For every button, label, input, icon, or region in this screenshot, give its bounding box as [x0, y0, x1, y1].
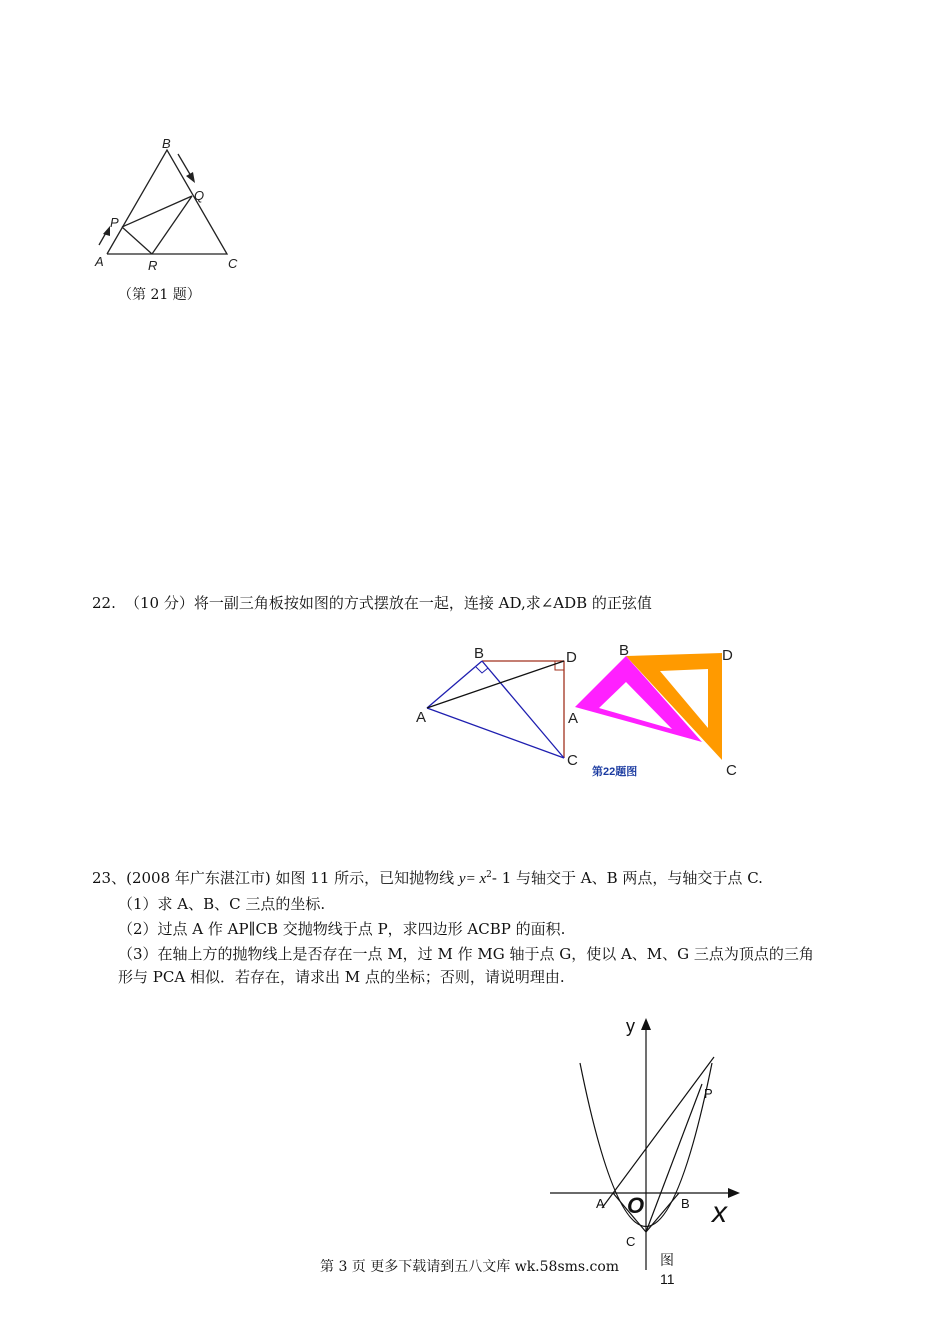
q23-intro-pre: 23、(2008 年广东湛江市) 如图 11 所示，已知抛物线 — [92, 869, 455, 887]
q23-formula — [459, 869, 516, 887]
fig11-label-c: C — [626, 1234, 636, 1249]
fig11-label-a: A — [596, 1196, 605, 1211]
fig22-left-label-a: A — [416, 709, 427, 726]
fig11-label-p: P — [704, 1086, 713, 1101]
fig11-caption-line1: 图 — [660, 1253, 674, 1269]
fig22-right-label-b: B — [619, 642, 630, 659]
fig21-label-q: Q — [194, 188, 205, 203]
segment-cp — [646, 1084, 702, 1232]
segment-pr — [122, 227, 152, 254]
fig11-label-x: x — [712, 1196, 727, 1229]
fig22-left-label-d: D — [566, 649, 577, 666]
orange-set-square — [626, 653, 722, 760]
figure-21 — [85, 130, 255, 280]
fig22-caption: 第22题图 — [592, 766, 638, 778]
fig21-label-p: P — [110, 215, 119, 230]
arrow-bq-head — [186, 172, 195, 183]
segment-ad — [427, 661, 564, 708]
q23-sub1: （1）求 A、B、C 三点的坐标. — [118, 895, 326, 913]
formula-rest: - 1 — [491, 869, 512, 887]
arrow-ap-head — [103, 226, 110, 236]
fig11-caption-line2: 11 — [660, 1271, 675, 1287]
fig21-caption: （第 21 题） — [118, 287, 201, 303]
fig11-label-origin: O — [627, 1193, 645, 1218]
fig22-right-label-d: D — [722, 647, 733, 664]
formula-exp: 2 — [486, 870, 492, 880]
fig22-left-label-b: B — [474, 645, 485, 662]
q22-number: 22. — [92, 594, 116, 612]
triangle-abc — [107, 150, 227, 254]
segment-ab — [427, 661, 482, 708]
figure-11 — [540, 1010, 750, 1290]
q22-text: （10 分）将一副三角板按如图的方式摆放在一起，连接 AD,求∠ADB 的正弦值 — [125, 594, 652, 612]
formula-eq: = x — [465, 871, 487, 887]
fig22-right-label-a: A — [568, 710, 579, 727]
q23-sub3-line1: （3）在轴上方的抛物线上是否存在一点 M，过 M 作 MG 轴于点 G，使以 A、M、G 三点为顶点的三角 — [118, 945, 814, 963]
fig21-label-r: R — [148, 258, 158, 273]
formula-y: y — [458, 871, 466, 887]
fig22-right-label-c: C — [726, 762, 737, 779]
line-cb — [646, 1193, 679, 1232]
fig22-left-label-c: C — [567, 752, 578, 769]
q23-sub3-line2: 形与 PCA 相似．若存在，请求出 M 点的坐标；否则，请说明理由. — [118, 968, 565, 986]
y-axis-arrow — [641, 1018, 651, 1030]
q23-sub2: （2）过点 A 作 AP∥CB 交抛物线于点 P，求四边形 ACBP 的面积. — [118, 920, 566, 938]
line-ap — [602, 1057, 714, 1208]
page-footer: 第 3 页 更多下载请到五八文库 wk.58sms.com — [320, 1259, 620, 1275]
figure-22-right — [562, 640, 752, 780]
right-angle-b — [476, 667, 488, 673]
fig21-label-b: B — [162, 136, 171, 151]
fig21-label-a: A — [95, 254, 104, 269]
fig11-label-b: B — [681, 1196, 690, 1211]
fig11-label-y: y — [626, 1016, 635, 1036]
q23-intro — [92, 864, 763, 890]
q23-intro-post: 与轴交于 A、B 两点，与轴交于点 C. — [516, 869, 763, 887]
x-axis-arrow — [728, 1188, 740, 1198]
fig21-label-c: C — [228, 256, 238, 271]
